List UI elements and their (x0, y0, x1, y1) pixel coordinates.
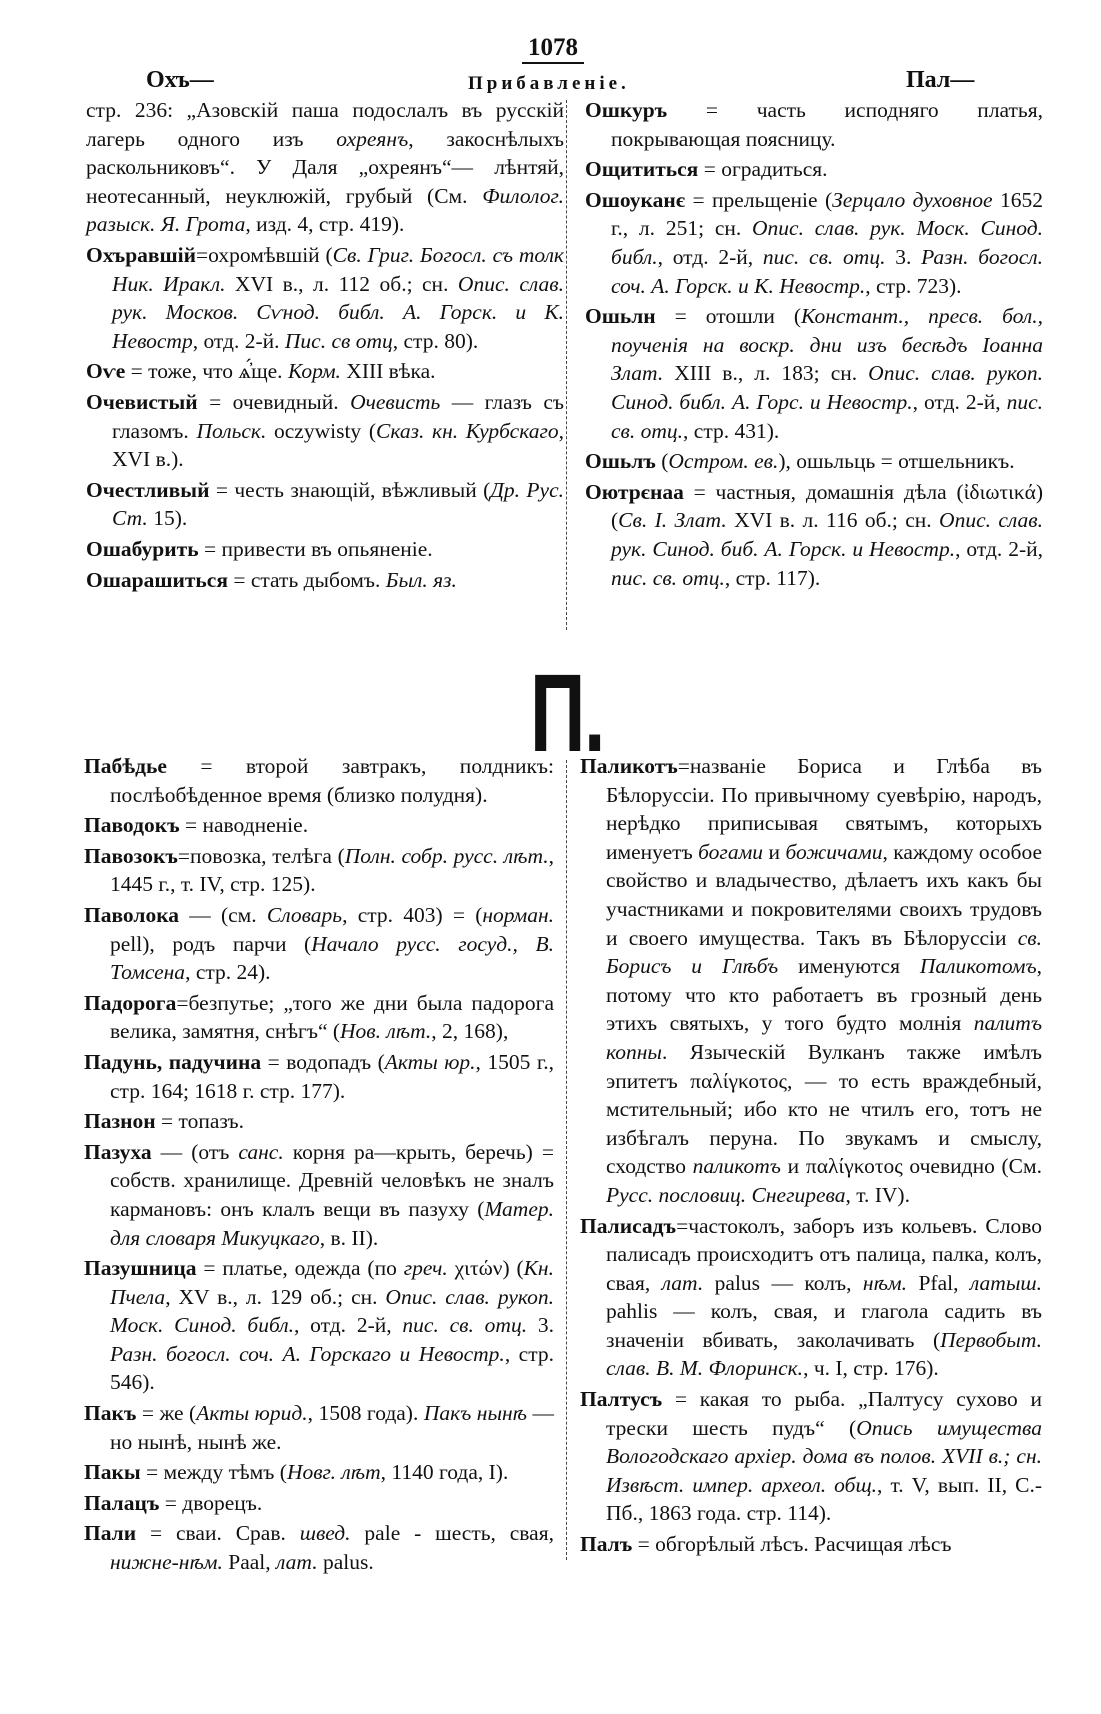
entry-text: , стр. 117). (724, 565, 821, 590)
entry-headword: Пазнон (84, 1109, 156, 1134)
dictionary-entry (585, 186, 1043, 300)
entry-text: = водопадъ ( (261, 1049, 385, 1074)
dictionary-entry (86, 241, 564, 355)
entry-citation: Новг. лѣт (286, 1460, 381, 1485)
entry-text: и παλίγκοτος очевидно (См. (780, 1154, 1043, 1179)
entry-text: pale - шесть, свая, (350, 1521, 554, 1546)
entry-citation: Акты юрид. (196, 1401, 308, 1426)
entry-citation: Матер. для словаря Микуцкаго (110, 1196, 554, 1250)
entry-text: = сваи. Срав. (136, 1521, 300, 1546)
dictionary-entry (580, 1530, 1042, 1559)
entry-citation: пис. св. отц. (762, 244, 886, 269)
dictionary-entry (86, 96, 564, 239)
entry-headword: Палацъ (84, 1490, 160, 1515)
entry-headword: Оютрєнаа (585, 479, 684, 504)
entry-citation: Польск. (196, 418, 267, 443)
entry-text: , в. II). (319, 1225, 379, 1250)
entry-citation: Опис. слав. рук. Синод. биб. А. Горск. и Невостр. (611, 508, 1043, 561)
entry-citation: лат. (276, 1550, 318, 1575)
entry-citation: св. Борисъ и Глѣбъ (606, 925, 1042, 979)
dictionary-entry (84, 752, 554, 809)
dictionary-entry (84, 1254, 554, 1397)
entry-text: = второй завтракъ, полдникъ: послѣобѣденное время (близко полудня). (110, 754, 554, 807)
entry-headword: Пазушница (84, 1256, 197, 1281)
dictionary-entry (585, 302, 1043, 445)
entry-citation: Разн. богосл. соч. А. Горск. и К. Невостр. (611, 244, 1044, 298)
entry-text: = очевидный. (197, 389, 351, 414)
entry-text: , стр. 403) = ( (342, 902, 483, 927)
entry-headword: Палисадъ (580, 1213, 677, 1238)
entry-text: XIII вѣка. (340, 359, 436, 384)
entry-text: 3. (885, 244, 922, 269)
dictionary-entry (86, 357, 564, 386)
entry-headword: Ошьлн (585, 304, 656, 329)
entry-headword: Очевистый (86, 389, 198, 414)
column-top-right (585, 96, 1043, 594)
entry-text: , т. V, вып. II, С.-Пб., 1863 года. стр. 114). (606, 1472, 1042, 1526)
entry-text: , стр. 80). (392, 328, 479, 353)
entry-text: χιτών) ( (447, 1256, 524, 1281)
entry-citation: Пис. св отц (284, 328, 393, 353)
entry-citation: Св. І. Злат. (618, 508, 727, 533)
entry-text: XVI в., л. 112 об.; сн. (225, 271, 458, 296)
entry-text: = дворецъ. (159, 1490, 263, 1515)
entry-text: , 1508 года). (307, 1401, 424, 1426)
dictionary-entry (84, 901, 554, 987)
entry-headword: Ощититься (585, 157, 699, 182)
entry-citation: Полн. собр. русс. лѣт. (344, 843, 549, 868)
entry-text: , XV в., л. 129 об.; сн. (165, 1284, 386, 1309)
entry-citation: пис. св. отц. (611, 565, 725, 590)
column-top-left (86, 96, 564, 596)
running-head-title: Прибавленіе. (468, 73, 630, 94)
entry-text: = оградиться. (698, 157, 828, 182)
entry-text: , стр. 24). (185, 960, 271, 985)
entry-citation: паликотъ (692, 1154, 781, 1179)
dictionary-entry (84, 811, 554, 840)
entry-citation: Опис. слав. рук. Моск. Синод. библ. (611, 216, 1043, 269)
entry-text: = какая то рыба. „Палтусу сухово и трески шесть пудъ“ ( (606, 1387, 1042, 1440)
entry-text: = часть исподняго платья, покрывающая поясницу. (611, 98, 1043, 151)
entry-citation: Первобыт. слав. В. М. Флоринск. (606, 1327, 1042, 1381)
entry-citation: палитъ копны (606, 1011, 1042, 1064)
dictionary-entry (585, 478, 1043, 592)
section-letter: П. (530, 652, 604, 775)
entry-text: Paal, (222, 1550, 277, 1575)
entry-text: — но нынѣ, нынѣ же. (110, 1401, 554, 1454)
entry-text: . Языческій Вулканъ также имѣлъ эпитетъ παλίγκοτος, — то есть враждебный, мстительный; ибо кто не чтилъ его, тотъ не избѣгалъ перуна. По звукамъ и смыслу, сходство (606, 1039, 1042, 1179)
entry-citation: санс. (238, 1139, 284, 1164)
running-head-right: Пал— (906, 67, 975, 93)
dictionary-entry (580, 1385, 1042, 1528)
entry-citation: пис. св. отц. (402, 1313, 528, 1338)
entry-headword: Падорога (84, 990, 177, 1015)
entry-headword: Ошабурить (86, 536, 199, 561)
entry-citation: Опись имущества Вологодскаго архіер. дома въ полов. XVII в.; сн. Извѣст. импер. археол. общ. (606, 1415, 1042, 1497)
entry-headword: Паводокъ (84, 813, 180, 838)
entry-headword: Ошоуканє (585, 187, 686, 212)
entry-text: , отд. 2-й, (912, 389, 1007, 414)
entry-headword: Паволока (84, 902, 180, 927)
entry-citation: Зерцало духовное (832, 187, 993, 212)
entry-text: =названіе Бориса и Глѣба въ Бѣлоруссіи. По привычному суевѣрію, народъ, нерѣдко приписывая святымъ, которыхъ именуетъ (606, 754, 1042, 864)
entry-citation: Опис. слав. рукоп. Моск. Синод. библ. (110, 1284, 554, 1338)
entry-text: oczywisty ( (266, 418, 376, 443)
dictionary-entry (84, 1519, 554, 1576)
entry-text: ( (655, 449, 669, 474)
entry-citation: Корм. (287, 359, 341, 384)
entry-text: = отошли ( (655, 304, 802, 329)
entry-text: — (отъ (151, 1139, 239, 1164)
dictionary-entry (84, 989, 554, 1046)
entry-citation: божичами (785, 839, 883, 864)
entry-citation: Остром. ев. (668, 449, 779, 474)
entry-citation: Разн. богосл. соч. А. Горскаго и Невостр. (110, 1341, 505, 1366)
entry-headword: Ошьлъ (585, 449, 656, 474)
entry-text: , потому что кто работаетъ въ грозный день этихъ святыхъ, у того будто молнія (606, 954, 1043, 1036)
column-divider (566, 760, 567, 1560)
dictionary-entry (86, 476, 564, 533)
entry-text: , изд. 4, стр. 419). (245, 212, 405, 237)
dictionary-entry (585, 447, 1043, 476)
dictionary-entry (84, 842, 554, 899)
entry-text: стр. 236: „Азовскій паша подослалъ въ русскій лагерь одного изъ (86, 98, 564, 151)
entry-text: , стр. 431). (683, 418, 780, 443)
dictionary-entry (86, 535, 564, 564)
entry-text: =частоколъ, заборъ изъ кольевъ. Слово палисадъ происходитъ отъ палица, палка, колъ, свая, (606, 1213, 1042, 1295)
entry-citation: норман. (482, 902, 554, 927)
entry-citation: Русс. пословиц. Снегирева (606, 1182, 846, 1207)
entry-text: =охромѣвшій ( (196, 242, 333, 267)
entry-headword: Пазуха (84, 1139, 152, 1164)
entry-text: , каждому особое свойство и владычество, дѣлаетъ ихъ какъ бы участниками и покровителями своихъ трудовъ и своего имущества. Такъ въ Бѣлоруссіи (606, 839, 1042, 950)
entry-text: = стать дыбомъ. (227, 567, 386, 592)
entry-text: = частныя, домашнія дѣла (ἰδιωτικά) ( (611, 479, 1043, 533)
dictionary-entry (84, 1399, 554, 1456)
entry-headword: Пабѣдье (84, 754, 167, 778)
entry-citation: Опис. слав. рукоп. Синод. библ. А. Горс. и Невостр. (611, 361, 1043, 414)
entry-citation: Сказ. кн. Курбскаго (376, 418, 559, 443)
entry-text: XVI в. л. 116 об.; сн. (726, 508, 940, 533)
entry-text: = честь знающій, вѣжливый ( (209, 477, 491, 502)
column-divider (566, 100, 567, 630)
entry-citation: Начало русс. госуд., В. Томсена (110, 931, 554, 985)
entry-citation: богами (698, 839, 764, 864)
entry-text: palus. (317, 1550, 374, 1575)
entry-citation: Словарь (266, 902, 343, 927)
entry-citation: нижне-нѣм. (110, 1550, 223, 1575)
entry-text: =повозка, телѣга ( (177, 843, 345, 868)
entry-text: , 2, 168), (431, 1019, 509, 1044)
entry-text: — (см. (179, 902, 267, 927)
entry-citation: Был. яз. (385, 567, 457, 592)
entry-citation: Нов. лѣт. (340, 1019, 432, 1044)
entry-text: , отд. 2-й, (657, 244, 763, 269)
entry-headword: Охъравшій (86, 242, 197, 267)
entry-citation: швед. (299, 1521, 351, 1546)
dictionary-entry (585, 155, 1043, 184)
entry-text: , 1140 года, I). (380, 1460, 509, 1485)
entry-text: = платье, одежда (по (196, 1256, 404, 1281)
entry-headword: Падунь, падучина (84, 1049, 262, 1074)
dictionary-entry (86, 566, 564, 595)
entry-text: , стр. 546). (110, 1341, 554, 1395)
entry-citation: Акты юр. (384, 1049, 476, 1074)
entry-text: , отд. 2-й. (192, 328, 285, 353)
column-bottom-right (580, 752, 1042, 1561)
entry-citation: охреянъ (336, 126, 409, 151)
entry-citation: лат. (661, 1270, 704, 1295)
entry-text: , XVI в.). (112, 418, 564, 472)
dictionary-entry (84, 1107, 554, 1136)
dictionary-entry (580, 1212, 1042, 1384)
entry-text: = прельщеніе ( (685, 187, 833, 212)
entry-text: и (763, 839, 786, 864)
entry-citation: Опис. слав. рук. Москов. Сѵнод. библ. А. Горск. и К. Невостр (112, 271, 564, 353)
entry-headword: Ошкуръ (585, 98, 668, 122)
entry-citation: Кн. Пчела (110, 1256, 554, 1309)
entry-text: = же ( (136, 1401, 197, 1426)
entry-text: XIII в., л. 183; сн. (663, 361, 869, 386)
entry-citation: Паликотомъ (919, 954, 1037, 979)
dictionary-entry (84, 1138, 554, 1252)
entry-text: pell), родъ парчи ( (110, 931, 312, 956)
entry-headword: Пакы (84, 1460, 141, 1485)
entry-headword: Оѵе (86, 359, 126, 384)
entry-citation: греч. (403, 1256, 448, 1281)
entry-text: , закоснѣлыхъ раскольниковъ“. У Даля „охреянъ“— лѣнтяй, неотесанный, неуклюжій, грубый (См. (86, 126, 564, 208)
entry-text: = обгорѣлый лѣсъ. Расчищая лѣсъ (632, 1532, 952, 1557)
running-head-left: Охъ— (146, 67, 214, 93)
dictionary-entry (86, 388, 564, 474)
entry-headword: Павозокъ (84, 843, 178, 868)
dictionary-entry (585, 96, 1043, 153)
entry-text: ), ошьльць = отшельникъ. (778, 449, 1015, 474)
entry-text: = тоже, что ѧ҆́ще. (125, 359, 288, 384)
entry-text: = топазъ. (155, 1109, 245, 1134)
entry-text: = привести въ опьяненіе. (198, 536, 433, 561)
entry-text: , 1505 г., стр. 164; 1618 г. стр. 177). (110, 1049, 554, 1103)
entry-headword: Ошарашиться (86, 567, 228, 592)
entry-text: , стр. 723). (865, 273, 962, 298)
entry-text: корня ра—крыть, беречь) = собств. хранилище. Древній человѣкъ не зналъ кармановъ: онъ клалъ вещи въ пазуху ( (110, 1139, 555, 1221)
entry-headword: Пали (84, 1521, 137, 1546)
entry-citation: Констант., пресв. бол., поученія на воскр. дни изъ бесѣдъ Іоанна Злат. (611, 304, 1043, 386)
entry-citation: Пакъ нынѣ (423, 1401, 528, 1426)
entry-text: 15). (147, 506, 188, 531)
dictionary-entry (84, 1489, 554, 1518)
entry-text: , ч. I, стр. 176). (803, 1356, 939, 1381)
entry-text: 1652 г., л. 251; сн. (611, 187, 1043, 241)
entry-text: 3. (527, 1313, 554, 1338)
dictionary-entry (84, 1458, 554, 1487)
page-number: 1078 (522, 34, 584, 64)
dictionary-entry (580, 752, 1042, 1210)
entry-text: , т. IV). (845, 1182, 910, 1207)
entry-headword: Очестливый (86, 477, 210, 502)
entry-text: = между тѣмъ ( (140, 1460, 287, 1485)
entry-citation: Др. Рус. Ст. (112, 477, 564, 531)
entry-citation: нѣм. (862, 1270, 908, 1295)
entry-headword: Палтусъ (580, 1387, 663, 1412)
entry-citation: латыш. (969, 1270, 1042, 1295)
entry-citation: пис. св. отц. (611, 389, 1043, 443)
entry-text: Pfal, (907, 1270, 970, 1295)
entry-text: =безпутье; „того же дни была падорога велика, замятня, снѣгъ“ ( (110, 990, 554, 1044)
entry-headword: Паликотъ (580, 754, 678, 778)
entry-citation: Очевисть (350, 389, 441, 414)
entry-text: именуются (778, 954, 920, 979)
dictionary-entry (84, 1048, 554, 1105)
entry-text: , отд. 2-й, (955, 536, 1043, 561)
entry-text: = наводненіе. (179, 813, 309, 838)
column-bottom-left (84, 752, 554, 1579)
entry-headword: Пакъ (84, 1401, 137, 1426)
entry-text: , отд. 2-й, (293, 1313, 403, 1338)
entry-text: , 1445 г., т. IV, стр. 125). (110, 843, 555, 897)
entry-text: — глазъ съ глазомъ. (112, 389, 565, 443)
entry-citation: Св. Григ. Богосл. съ толк Ник. Иракл. (112, 242, 564, 296)
entry-citation: Филолог. разыск. Я. Грота (86, 183, 564, 237)
entry-text: pahlis — колъ, свая, и глагола садить въ значеніи вбивать, заколачивать ( (606, 1299, 1042, 1352)
entry-text: palus — колъ, (703, 1270, 863, 1295)
entry-headword: Палъ (580, 1532, 633, 1557)
